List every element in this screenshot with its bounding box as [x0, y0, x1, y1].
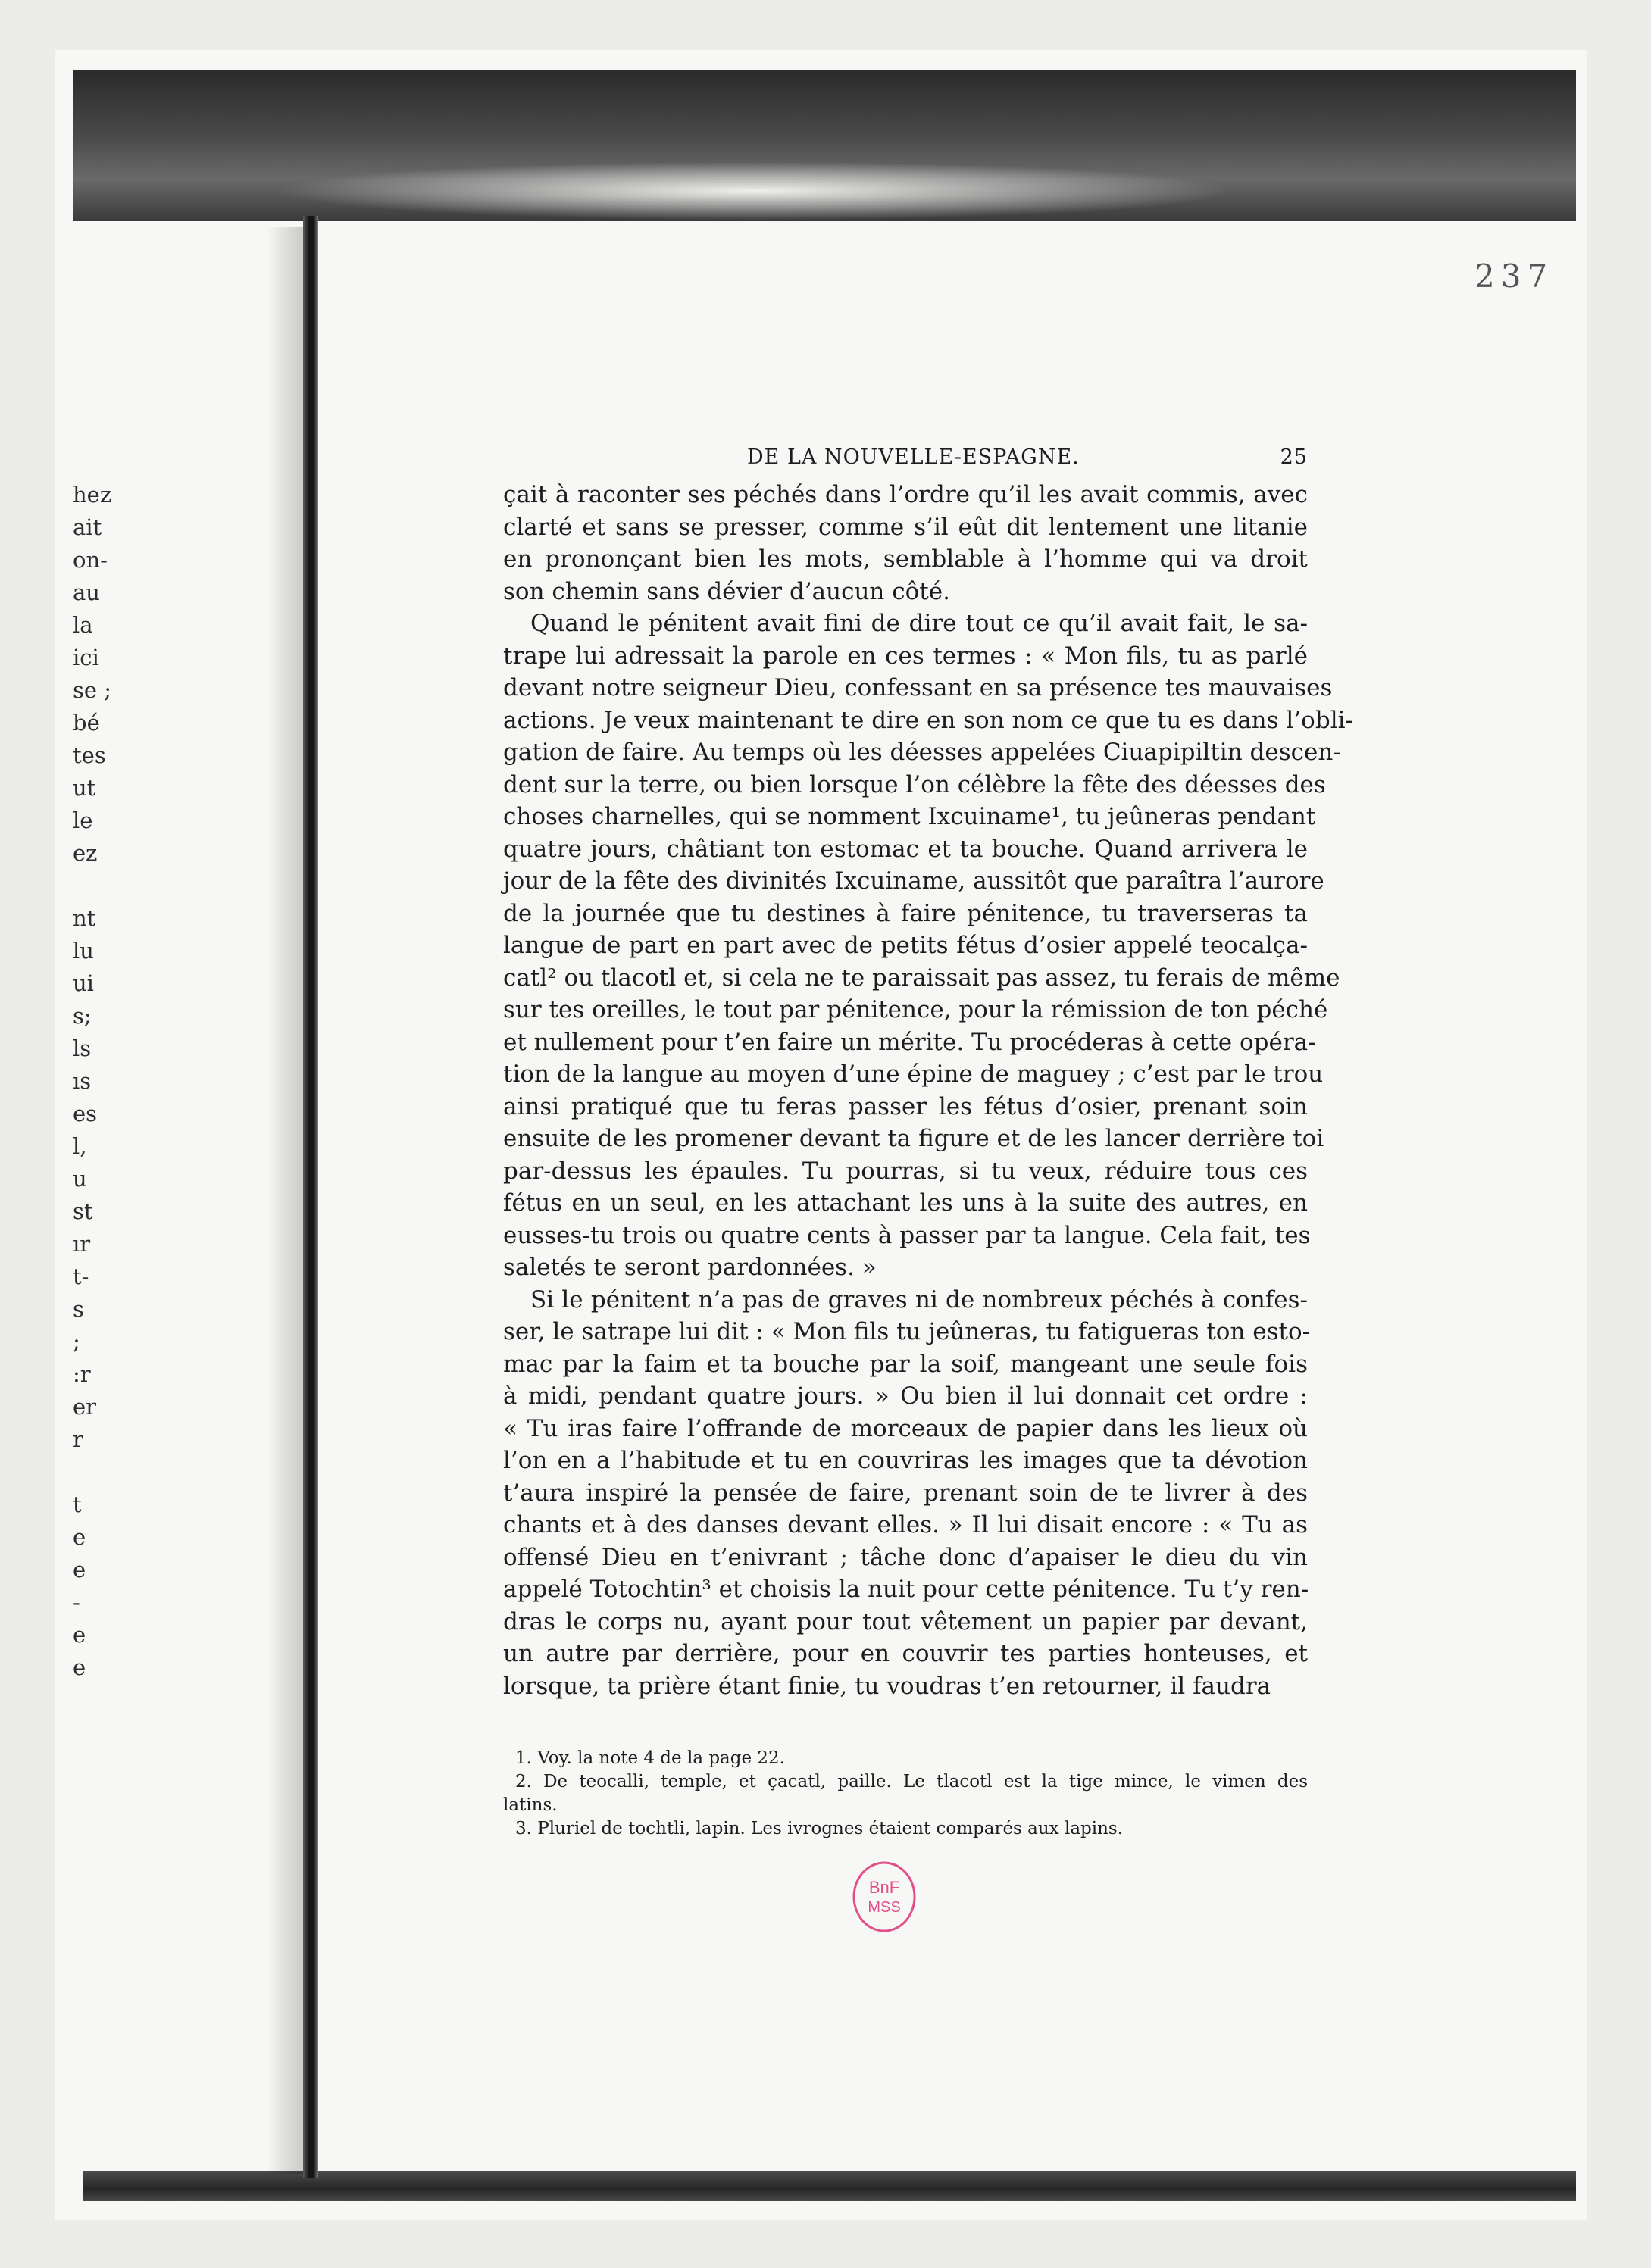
- left-fragment: t: [73, 1492, 82, 1517]
- text-line: de la journée que tu destines à faire pénitence, tu traverseras ta: [503, 899, 1308, 927]
- text-line: sur tes oreilles, le tout par pénitence, pour la rémission de ton péché: [503, 996, 1328, 1023]
- text-line: à midi, pendant quatre jours. » Ou bien il lui donnait cet ordre :: [503, 1382, 1308, 1410]
- bnf-mss-stamp: [846, 1859, 922, 1935]
- text-block: [503, 445, 1353, 1702]
- left-fragment: u: [73, 1166, 87, 1192]
- text-line: trape lui adressait la parole en ces termes : « Mon fils, tu as parlé: [503, 642, 1308, 670]
- book-gutter: [303, 216, 318, 2178]
- text-line: saletés te seront pardonnées. »: [503, 1254, 877, 1281]
- footnotes: [503, 1747, 1308, 1841]
- stamp-text-mss: MSS: [868, 1899, 901, 1916]
- text-line: par-dessus les épaules. Tu pourras, si tu veux, réduire tous ces: [503, 1157, 1308, 1185]
- text-line: ainsi pratiqué que tu feras passer les fétus d’osier, prenant soin: [503, 1092, 1308, 1120]
- text-line: l’on en a l’habitude et tu en couvriras les images que ta dévotion: [503, 1447, 1308, 1474]
- text-line: jour de la fête des divinités Ixcuiname, aussitôt que paraîtra l’aurore: [503, 867, 1324, 895]
- left-fragment: tes: [73, 742, 106, 768]
- text-line: « Tu iras faire l’offrande de morceaux de papier dans les lieux où: [503, 1414, 1308, 1442]
- text-line: mac par la faim et ta bouche par la soif, mangeant une seule fois: [503, 1350, 1308, 1378]
- left-fragment: bé: [73, 710, 100, 736]
- text-line: fétus en un seul, en les attachant les uns à la suite des autres, en: [503, 1189, 1308, 1217]
- text-line: ensuite de les promener devant ta figure et de les lancer derrière toi: [503, 1125, 1324, 1152]
- left-fragment: lu: [73, 938, 94, 964]
- left-fragment: ici: [73, 645, 99, 670]
- footnote: 3. Pluriel de tochtli, lapin. Les ivrognes étaient comparés aux lapins.: [515, 1819, 1124, 1838]
- left-fragment: ;: [73, 1329, 80, 1354]
- footnote: 1. Voy. la note 4 de la page 22.: [515, 1748, 785, 1768]
- text-line: tion de la langue au moyen d’une épine de maguey ; c’est par le trou: [503, 1061, 1324, 1088]
- left-fragment: ait: [73, 514, 102, 540]
- running-title: DE LA NOUVELLE-ESPAGNE.: [747, 445, 1080, 469]
- text-line: offensé Dieu en t’enivrant ; tâche donc d’apaiser le dieu du vin: [503, 1543, 1308, 1571]
- text-line: Si le pénitent n’a pas de graves ni de nombreux péchés à confes-: [530, 1286, 1308, 1314]
- left-fragment: st: [73, 1198, 93, 1224]
- text-line: t’aura inspiré la pensée de faire, prenant soin de te livrer à des: [503, 1479, 1308, 1507]
- scan-shadow-top: [73, 70, 1576, 221]
- left-fragment: on-: [73, 547, 108, 573]
- text-line: Quand le pénitent avait fini de dire tout ce qu’il avait fait, le sa-: [530, 610, 1308, 637]
- page-number: 25: [1280, 445, 1308, 469]
- text-line: ser, le satrape lui dit : « Mon fils tu jeûneras, tu fatigueras ton esto-: [503, 1318, 1311, 1345]
- left-fragment: [73, 870, 126, 902]
- text-line: un autre par derrière, pour en couvrir tes parties honteuses, et: [503, 1640, 1308, 1667]
- text-line: et nullement pour t’en faire un mérite. Tu procéderas à cette opéra-: [503, 1028, 1316, 1056]
- left-fragment: hez: [73, 482, 112, 508]
- left-page-fragments: [73, 479, 126, 1684]
- text-line: en prononçant bien les mots, semblable à l’homme qui va droit: [503, 545, 1308, 573]
- left-fragment: ır: [73, 1231, 91, 1257]
- left-fragment: e: [73, 1524, 86, 1550]
- text-line: devant notre seigneur Dieu, confessant en sa présence tes mauvaises: [503, 674, 1333, 701]
- left-fragment: [73, 1456, 126, 1489]
- left-fragment: s: [73, 1296, 84, 1322]
- text-line: langue de part en part avec de petits fétus d’osier appelé teocalça-: [503, 932, 1308, 959]
- left-fragment: -: [73, 1589, 80, 1615]
- text-line: çait à raconter ses péchés dans l’ordre qu’il les avait commis, avec: [503, 481, 1308, 508]
- left-fragment: ut: [73, 775, 96, 801]
- text-line: eusses-tu trois ou quatre cents à passer par ta langue. Cela fait, tes: [503, 1221, 1311, 1249]
- footnote: 2. De teocalli, temple, et çacatl, paille. Le tlacotl est la tige mince, le vimen des: [515, 1772, 1308, 1792]
- left-fragment: r: [73, 1426, 83, 1452]
- left-fragment: e: [73, 1654, 86, 1680]
- text-line: son chemin sans dévier d’aucun côté.: [503, 577, 950, 605]
- folio-number: 237: [1474, 258, 1554, 295]
- left-fragment: le: [73, 808, 93, 833]
- left-fragment: e: [73, 1622, 86, 1648]
- left-fragment: s;: [73, 1003, 92, 1029]
- text-line: dent sur la terre, ou bien lorsque l’on célèbre la fête des déesses des: [503, 770, 1326, 798]
- left-fragment: nt: [73, 905, 96, 931]
- footnote: latins.: [503, 1795, 558, 1815]
- running-head: [503, 445, 1308, 479]
- stamp-ring: [854, 1863, 915, 1931]
- left-fragment: la: [73, 612, 93, 638]
- gutter-shadow: [267, 227, 303, 2174]
- text-line: catl² ou tlacotl et, si cela ne te paraissait pas assez, tu ferais de même: [503, 964, 1340, 992]
- left-fragment: er: [73, 1394, 97, 1420]
- left-fragment: ls: [73, 1036, 92, 1061]
- text-line: quatre jours, châtiant ton estomac et ta bouche. Quand arrivera le: [503, 835, 1308, 863]
- text-line: dras le corps nu, ayant pour tout vêtement un papier par devant,: [503, 1607, 1308, 1635]
- body-text: [503, 479, 1353, 1702]
- left-fragment: ui: [73, 970, 94, 996]
- left-fragment: ıs: [73, 1068, 92, 1094]
- left-fragment: ez: [73, 840, 98, 866]
- text-line: lorsque, ta prière étant finie, tu voudras t’en retourner, il faudra: [503, 1672, 1271, 1700]
- text-line: clarté et sans se presser, comme s’il eût dit lentement une litanie: [503, 513, 1308, 541]
- left-fragment: :r: [73, 1361, 91, 1387]
- text-line: gation de faire. Au temps où les déesses appelées Ciuapipiltin descen-: [503, 739, 1341, 766]
- left-fragment: e: [73, 1557, 86, 1582]
- left-fragment: se ;: [73, 677, 112, 703]
- left-fragment: es: [73, 1101, 98, 1126]
- stamp-text-bnf: BnF: [868, 1878, 900, 1897]
- left-fragment: au: [73, 579, 100, 605]
- left-fragment: l,: [73, 1133, 87, 1159]
- text-line: chants et à des danses devant elles. » Il lui disait encore : « Tu as: [503, 1511, 1308, 1539]
- text-line: appelé Totochtin³ et choisis la nuit pour cette pénitence. Tu t’y ren-: [503, 1576, 1309, 1603]
- text-line: actions. Je veux maintenant te dire en son nom ce que tu es dans l’obli-: [503, 706, 1353, 734]
- left-fragment: t-: [73, 1264, 89, 1289]
- text-line: choses charnelles, qui se nomment Ixcuiname¹, tu jeûneras pendant: [503, 803, 1316, 830]
